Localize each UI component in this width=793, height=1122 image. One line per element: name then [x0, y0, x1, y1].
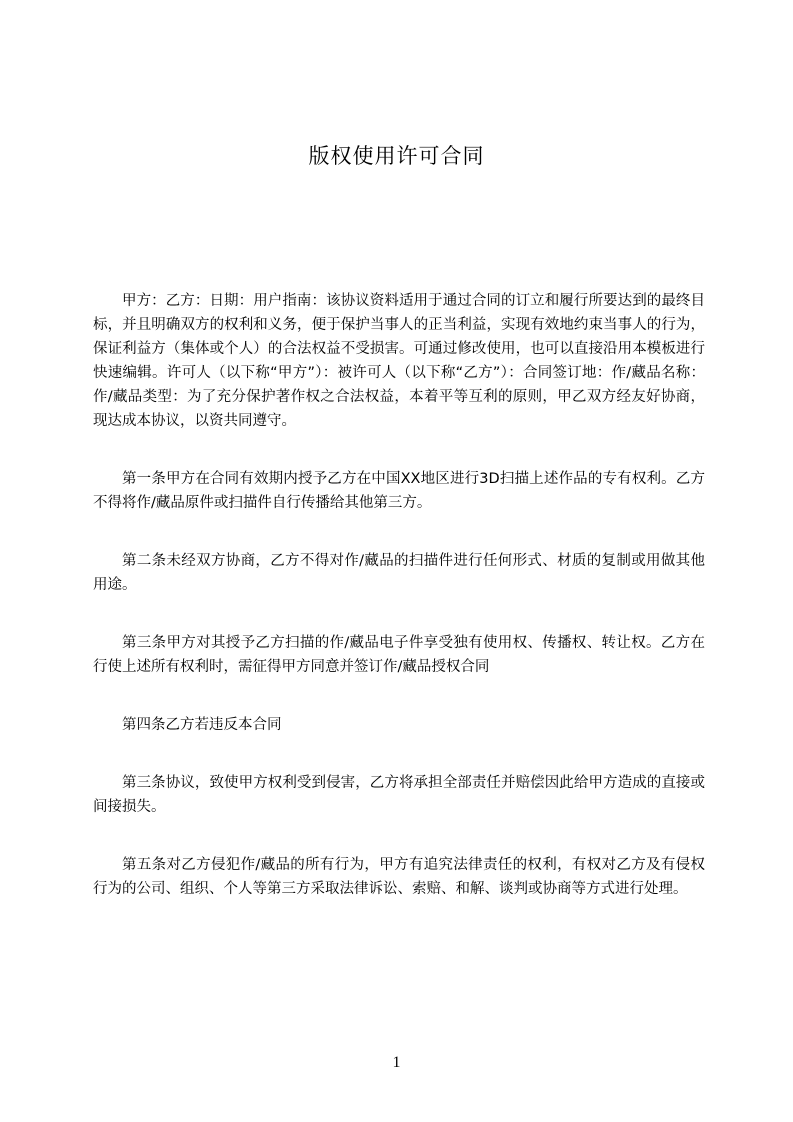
page-number: 1	[392, 1054, 401, 1071]
paragraph-article-4: 第四条乙方若违反本合同	[122, 717, 282, 733]
document-title: 版权使用许可合同	[308, 144, 485, 168]
paragraph-article-2: 第二条未经双方协商，乙方不得对作/藏品的扫描件进行任何形式、材质的复制或用做其他用途。	[93, 553, 705, 593]
paragraph-article-3-agreement: 第三条协议，致使甲方权利受到侵害，乙方将承担全部责任并赔偿因此给甲方造成的直接或间接损失。	[93, 775, 705, 815]
document-body	[93, 289, 705, 901]
paragraph-article-3: 第三条甲方对其授予乙方扫描的作/藏品电子件享受独有使用权、传播权、转让权。乙方在行使上述所有权利时，需征得甲方同意并签订作/藏品授权合同	[93, 635, 705, 675]
paragraph-article-1: 第一条甲方在合同有效期内授予乙方在中国XX地区进行3D扫描上述作品的专有权利。乙方不得将作/藏品原件或扫描件自行传播给其他第三方。	[93, 471, 705, 511]
paragraph-article-5: 第五条对乙方侵犯作/藏品的所有行为，甲方有追究法律责任的权利，有权对乙方及有侵权行为的公司、组织、个人等第三方采取法律诉讼、索赔、和解、谈判或协商等方式进行处理。	[93, 857, 705, 897]
paragraph-preamble: 甲方：乙方：日期：用户指南：该协议资料适用于通过合同的订立和履行所要达到的最终目标，并且明确双方的权利和义务，便于保护当事人的正当利益，实现有效地约束当事人的行为，保证利益方（集体或个人）的合法权益不受损害。可通过修改使用，也可以直接沿用本模板进行快速编辑。许可人（以下称“甲方”）：被许可人（以下称“乙方”）：合同签订地：作/藏品名称：作/藏品类型：为了充分保护著作权之合法权益，本着平等互利的原则，甲乙双方经友好协商，现达成本协议，以资共同遵守。	[93, 293, 705, 429]
